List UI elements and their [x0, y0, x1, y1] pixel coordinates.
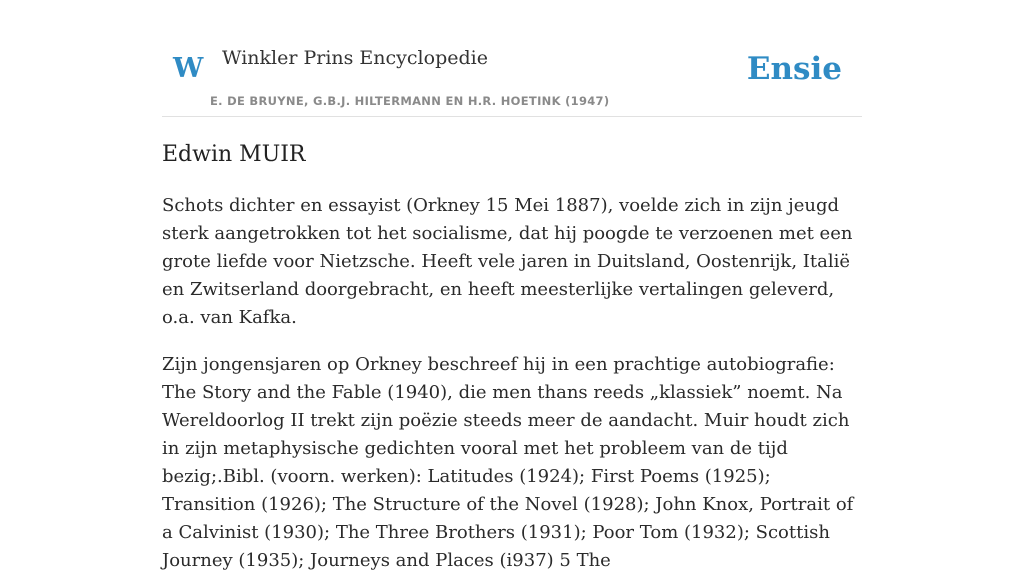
authors-subtitle: E. DE BRUYNE, G.B.J. HILTERMANN EN H.R. HOETINK (1947)	[210, 94, 610, 108]
article-body	[162, 138, 862, 575]
site-header	[162, 0, 862, 117]
article-paragraph: Schots dichter en essayist (Orkney 15 Mei 1887), voelde zich in zijn jeugd sterk aangetrokken tot het socialisme, dat hij poogde te verzoenen met een grote liefde voor Nietzsche. Heeft vele jaren in Duitsland, Oostenrijk, Italië en Zwitserland doorgebracht, en heeft meesterlijke vertalingen geleverd, o.a. van Kafka.	[162, 195, 853, 328]
site-title[interactable]: Winkler Prins Encyclopedie	[222, 47, 488, 69]
article-paragraph: Zijn jongensjaren op Orkney beschreef hij in een prachtige autobiografie: The Story and the Fable (1940), die men thans reeds „klassiek” noemt. Na Wereldoorlog II trekt zijn poëzie steeds meer de aandacht. Muir houdt zich in zijn metaphysische gedichten vooral met het probleem van de tijd bezig;.Bibl. (voorn. werken): Latitudes (1924); First Poems (1925); Transition (1926); The Structure of the Novel (1928); John Knox, Portrait of a Calvinist (1930); The Three Brothers (1931); Poor Tom (1932); Scottish Journey (1935); Journeys and Places (i937) 5 The	[162, 354, 854, 571]
site-logo[interactable]: W	[173, 53, 204, 84]
article-title: Edwin MUIR	[162, 142, 306, 167]
brand-logo[interactable]: Ensie	[746, 51, 842, 87]
